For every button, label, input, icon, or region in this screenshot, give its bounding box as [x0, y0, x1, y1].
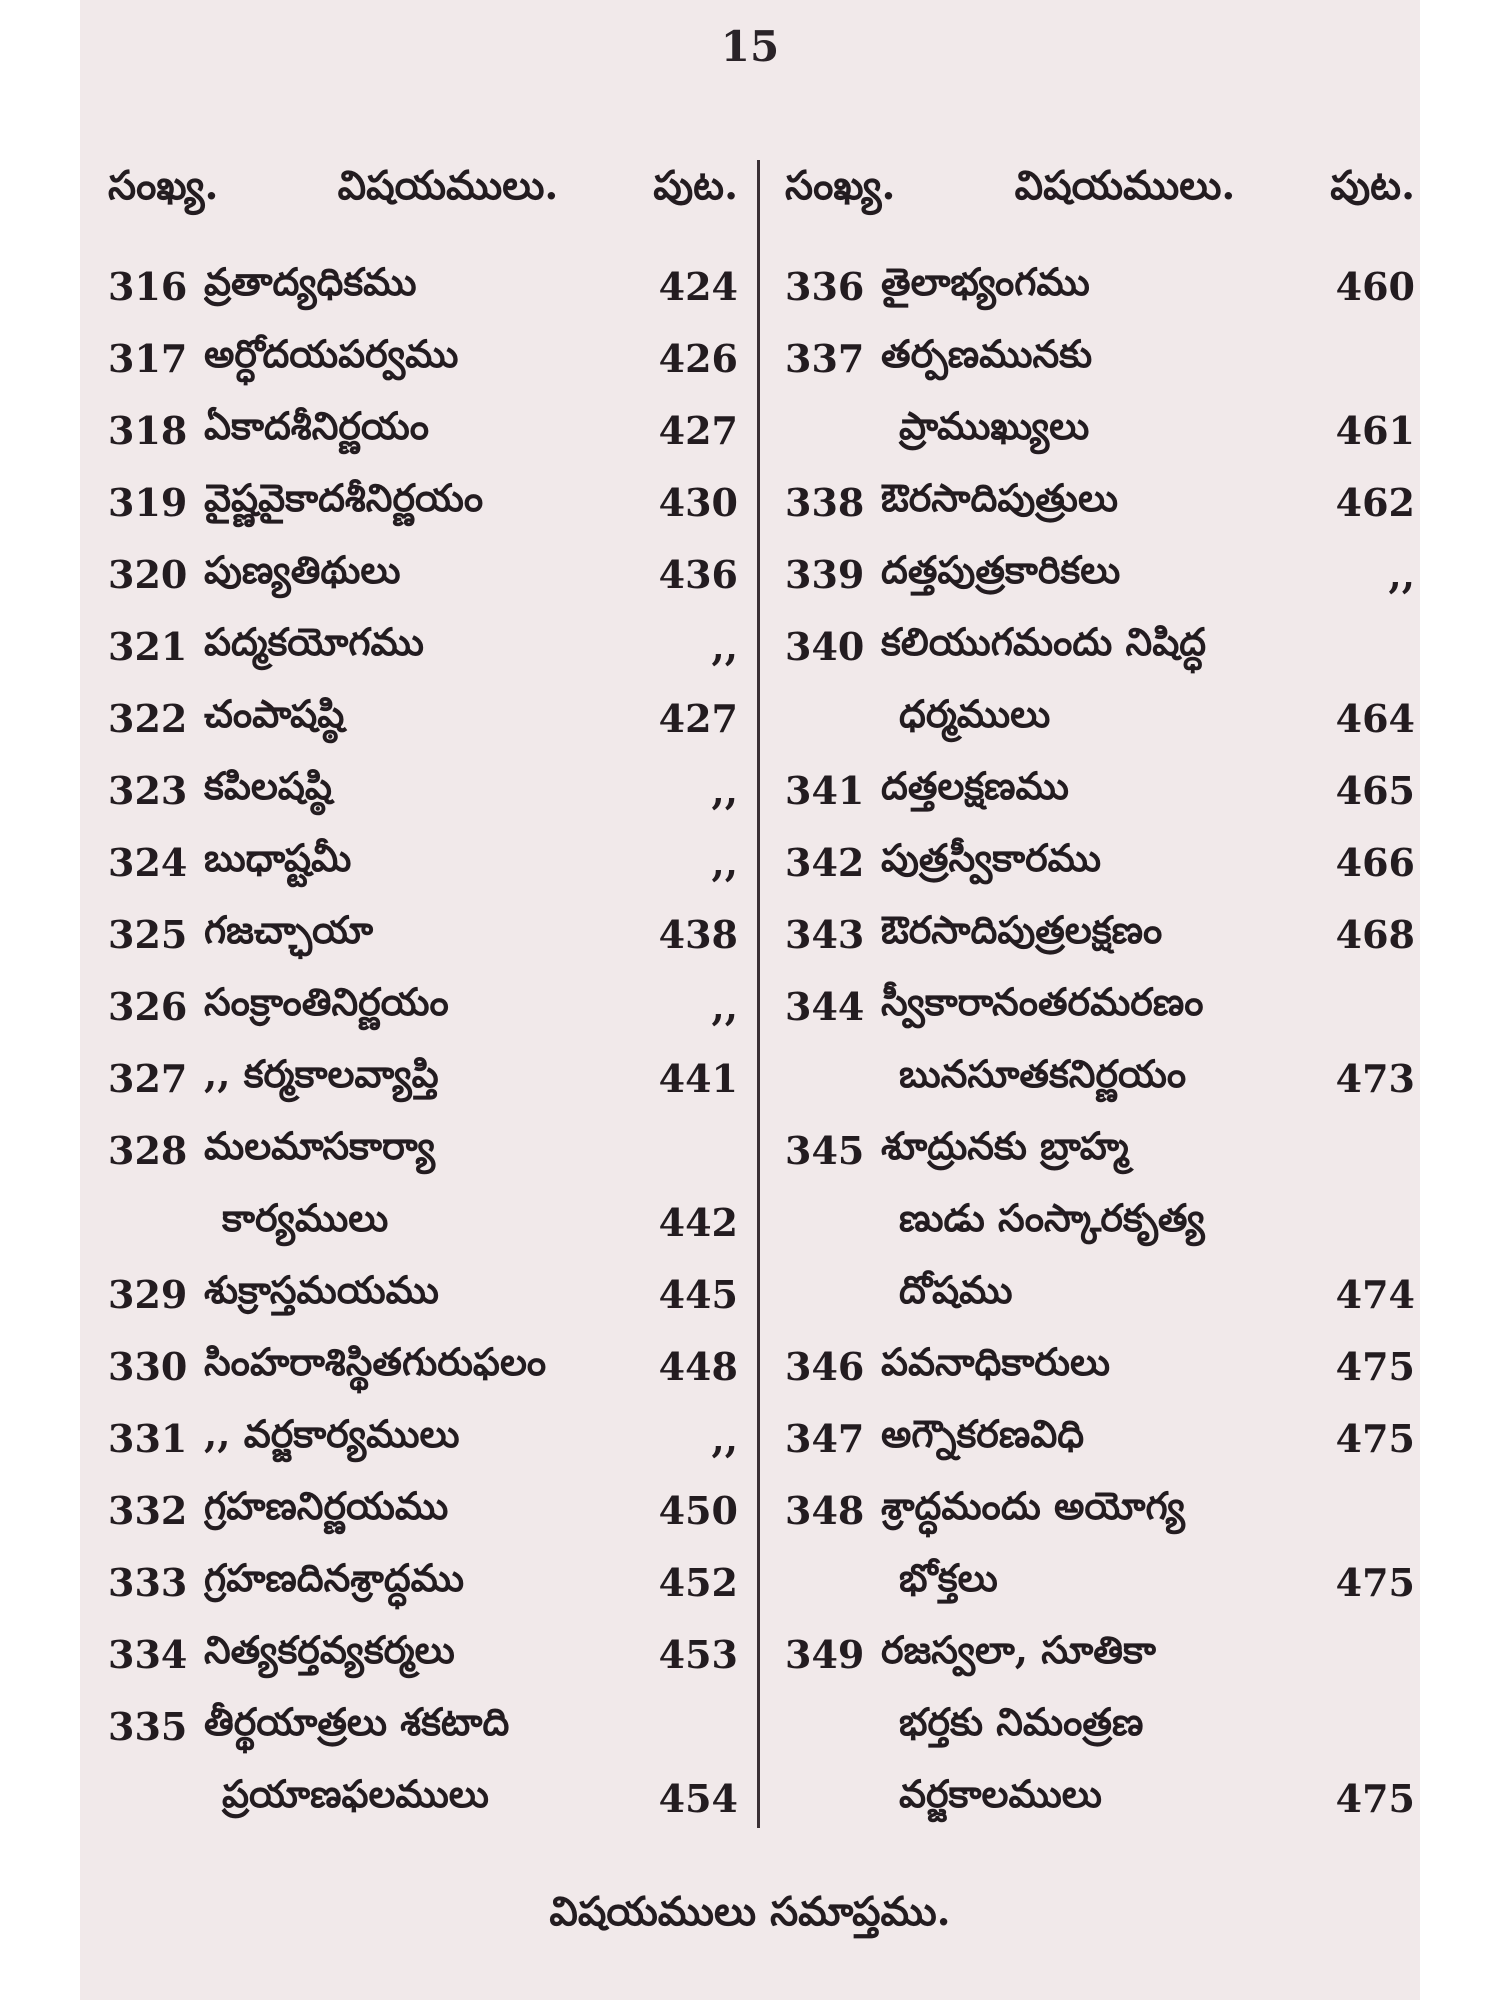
index-row [785, 394, 1415, 466]
index-row [108, 322, 738, 394]
entry-topic: బుధాష్టమీ [204, 834, 352, 880]
entry-page: 442 [658, 1199, 738, 1245]
entry-topic: శ్రాద్ధమందు అయోగ్య [881, 1482, 1185, 1528]
header-number: సంఖ్య. [108, 161, 219, 209]
index-row [108, 1114, 738, 1186]
entry-page: ,, [711, 767, 738, 813]
entry-number: 347 [785, 1415, 865, 1461]
index-row [108, 1618, 738, 1690]
entry-number: 338 [785, 479, 865, 525]
entry-topic: ఔరసాదిపుత్రులు [881, 474, 1119, 520]
index-row [785, 1618, 1415, 1690]
index-row [108, 1402, 738, 1474]
index-row [108, 682, 738, 754]
index-row [108, 1762, 738, 1834]
entry-topic: చంపాషష్ఠి [204, 690, 345, 736]
index-rows [785, 250, 1415, 1834]
entry-page: 430 [658, 479, 738, 525]
entry-topic: తీర్థయాత్రలు శకటాది [204, 1698, 510, 1744]
index-row [108, 466, 738, 538]
entry-number: 341 [785, 767, 865, 813]
entry-number: 325 [108, 911, 188, 957]
index-row [785, 1114, 1415, 1186]
entry-page: 465 [1335, 767, 1415, 813]
page-number: 15 [720, 22, 780, 71]
index-row [785, 754, 1415, 826]
entry-number: 332 [108, 1487, 188, 1533]
index-row [785, 610, 1415, 682]
entry-topic: మలమాసకార్యా [204, 1122, 436, 1168]
entry-topic: ప్రయాణఫలములు [222, 1770, 489, 1816]
entry-page: 454 [658, 1775, 738, 1821]
entry-topic: శూద్రునకు బ్రాహ్మ [881, 1122, 1129, 1168]
entry-topic: దత్తలక్షణము [881, 762, 1069, 808]
entry-topic: గజచ్ఛాయా [204, 906, 374, 952]
index-column-left [108, 150, 738, 1834]
entry-page: 424 [658, 263, 738, 309]
index-row [108, 898, 738, 970]
entry-number: 345 [785, 1127, 865, 1173]
entry-page: ,, [1388, 551, 1415, 597]
end-note: విషయములు సమాప్తము. [549, 1888, 951, 1935]
entry-page: 427 [658, 695, 738, 741]
entry-topic: గ్రహణదినశ్రాద్ధము [204, 1554, 464, 1600]
entry-topic: ,, వర్జకార్యములు [204, 1410, 460, 1456]
header-page: పుట. [1330, 161, 1415, 209]
entry-number: 344 [785, 983, 865, 1029]
index-row [785, 322, 1415, 394]
entry-number: 337 [785, 335, 865, 381]
entry-topic: కార్యములు [222, 1194, 389, 1240]
entry-topic: పుత్రస్వీకారము [881, 834, 1101, 880]
entry-topic: సింహరాశిస్థితగురుఫలం [204, 1338, 547, 1384]
book-page [80, 0, 1420, 2000]
index-row [785, 1762, 1415, 1834]
index-row [108, 250, 738, 322]
entry-number: 324 [108, 839, 188, 885]
index-row [785, 1546, 1415, 1618]
entry-page: ,, [711, 839, 738, 885]
entry-topic: కలియుగమందు నిషిద్ధ [881, 618, 1207, 664]
index-row [108, 394, 738, 466]
entry-number: 326 [108, 983, 188, 1029]
header-topic: విషయములు. [337, 161, 559, 209]
entry-topic: దోషము [899, 1266, 1013, 1312]
entry-page: 461 [1335, 407, 1415, 453]
entry-topic: ప్రాముఖ్యులు [899, 402, 1090, 448]
entry-number: 316 [108, 263, 188, 309]
entry-number: 323 [108, 767, 188, 813]
entry-topic: భోక్తలు [899, 1554, 998, 1600]
entry-topic: స్వీకారానంతరమరణం [881, 978, 1204, 1024]
entry-topic: తైలాభ్యంగము [881, 258, 1090, 304]
entry-number: 349 [785, 1631, 865, 1677]
entry-topic: తర్పణమునకు [881, 330, 1093, 376]
index-row [108, 610, 738, 682]
index-row [108, 754, 738, 826]
index-row [108, 1258, 738, 1330]
entry-page: 445 [658, 1271, 738, 1317]
index-rows [108, 250, 738, 1834]
entry-page: ,, [711, 623, 738, 669]
entry-page: 466 [1335, 839, 1415, 885]
index-row [108, 1042, 738, 1114]
entry-number: 340 [785, 623, 865, 669]
entry-page: 473 [1335, 1055, 1415, 1101]
index-row [785, 826, 1415, 898]
entry-page: 436 [658, 551, 738, 597]
entry-topic: దత్తపుత్రకారికలు [881, 546, 1121, 592]
entry-page: 426 [658, 335, 738, 381]
entry-topic: ఔరసాదిపుత్రలక్షణం [881, 906, 1163, 952]
entry-page: 475 [1335, 1415, 1415, 1461]
index-row [108, 1474, 738, 1546]
entry-topic: అగ్నౌకరణవిధి [881, 1410, 1085, 1456]
entry-topic: పవనాధికారులు [881, 1338, 1111, 1384]
entry-topic: వైష్ణవైకాదశీనిర్ణయం [204, 474, 484, 520]
entry-number: 343 [785, 911, 865, 957]
header-topic: విషయములు. [1014, 161, 1236, 209]
entry-page: 452 [658, 1559, 738, 1605]
entry-topic: వర్జకాలములు [899, 1770, 1102, 1816]
entry-page: 475 [1335, 1343, 1415, 1389]
entry-topic: ఏకాదశీనిర్ణయం [204, 402, 430, 448]
entry-topic: ధర్మములు [899, 690, 1051, 736]
entry-page: 450 [658, 1487, 738, 1533]
entry-page: 475 [1335, 1775, 1415, 1821]
index-row [108, 1546, 738, 1618]
entry-topic: శుక్రాస్తమయము [204, 1266, 439, 1312]
entry-number: 322 [108, 695, 188, 741]
entry-page: 453 [658, 1631, 738, 1677]
index-row [785, 1042, 1415, 1114]
index-row [785, 682, 1415, 754]
entry-number: 321 [108, 623, 188, 669]
header-number: సంఖ్య. [785, 161, 896, 209]
entry-number: 319 [108, 479, 188, 525]
entry-number: 336 [785, 263, 865, 309]
entry-number: 342 [785, 839, 865, 885]
entry-number: 328 [108, 1127, 188, 1173]
entry-topic: గ్రహణనిర్ణయము [204, 1482, 449, 1528]
index-row [108, 1330, 738, 1402]
entry-topic: వ్రతాద్యధికము [204, 258, 417, 304]
entry-page: 460 [1335, 263, 1415, 309]
entry-page: 475 [1335, 1559, 1415, 1605]
entry-topic: పద్మకయోగము [204, 618, 424, 664]
index-row [785, 1474, 1415, 1546]
entry-topic: ణుడు సంస్కారకృత్య [899, 1194, 1205, 1240]
entry-number: 330 [108, 1343, 188, 1389]
entry-page: 441 [658, 1055, 738, 1101]
index-row [785, 970, 1415, 1042]
entry-topic: నిత్యకర్తవ్యకర్మలు [204, 1626, 455, 1672]
entry-page: 438 [658, 911, 738, 957]
entry-topic: బునసూతకనిర్ణయం [899, 1050, 1187, 1096]
index-row [785, 1402, 1415, 1474]
entry-number: 348 [785, 1487, 865, 1533]
entry-number: 334 [108, 1631, 188, 1677]
entry-page: ,, [711, 983, 738, 1029]
entry-page: 464 [1335, 695, 1415, 741]
entry-topic: ,, కర్మకాలవ్యాప్తి [204, 1050, 439, 1096]
header-page: పుట. [653, 161, 738, 209]
index-row [785, 1690, 1415, 1762]
column-header [108, 150, 738, 230]
index-row [785, 466, 1415, 538]
entry-number: 320 [108, 551, 188, 597]
index-row [785, 898, 1415, 970]
entry-number: 346 [785, 1343, 865, 1389]
entry-topic: రజస్వలా, సూతికా [881, 1626, 1156, 1672]
index-row [785, 1186, 1415, 1258]
entry-number: 335 [108, 1703, 188, 1749]
entry-number: 317 [108, 335, 188, 381]
column-header [785, 150, 1415, 230]
entry-number: 327 [108, 1055, 188, 1101]
entry-topic: పుణ్యతిథులు [204, 546, 401, 592]
entry-number: 333 [108, 1559, 188, 1605]
entry-page: 474 [1335, 1271, 1415, 1317]
index-column-right [785, 150, 1415, 1834]
index-row [785, 250, 1415, 322]
index-row [785, 1258, 1415, 1330]
entry-number: 331 [108, 1415, 188, 1461]
index-row [108, 826, 738, 898]
index-row [108, 1690, 738, 1762]
entry-number: 318 [108, 407, 188, 453]
entry-number: 329 [108, 1271, 188, 1317]
index-row [108, 970, 738, 1042]
entry-page: 468 [1335, 911, 1415, 957]
entry-page: 462 [1335, 479, 1415, 525]
entry-topic: భర్తకు నిమంత్రణ [899, 1698, 1144, 1744]
entry-topic: అర్ధోదయపర్వము [204, 330, 459, 376]
entry-page: 427 [658, 407, 738, 453]
index-row [108, 538, 738, 610]
index-row [785, 1330, 1415, 1402]
index-row [108, 1186, 738, 1258]
entry-topic: కపిలషష్ఠి [204, 762, 332, 808]
entry-page: 448 [658, 1343, 738, 1389]
entry-page: ,, [711, 1415, 738, 1461]
entry-topic: సంక్రాంతినిర్ణయం [204, 978, 449, 1024]
entry-number: 339 [785, 551, 865, 597]
column-divider [757, 160, 760, 1828]
index-row [785, 538, 1415, 610]
